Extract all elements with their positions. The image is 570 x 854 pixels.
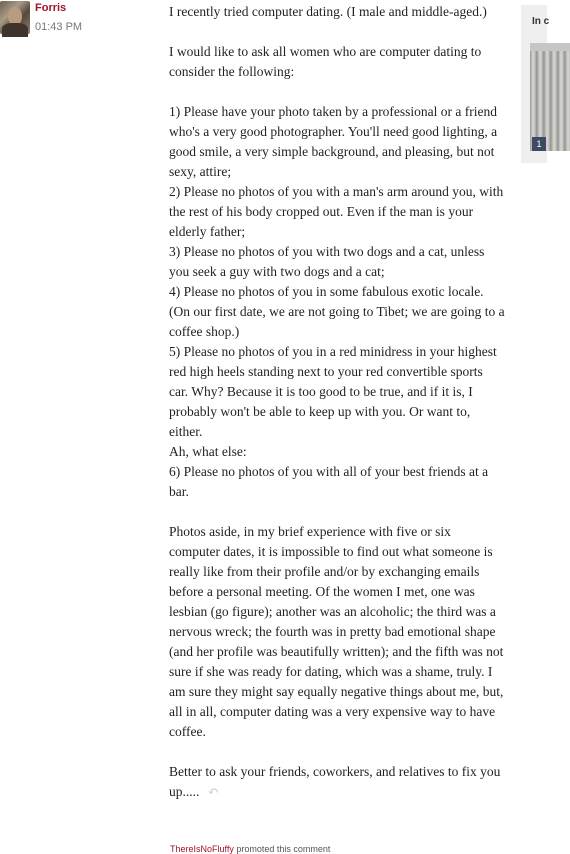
- sidebar-thumbnail-top: [530, 43, 570, 51]
- comment-paragraph-5-text: Better to ask your friends, coworkers, and relatives to fix you up.....: [169, 764, 501, 799]
- comment-paragraph-5: [169, 762, 505, 803]
- promoted-text: promoted this comment: [236, 844, 331, 854]
- sidebar-thumbnail[interactable]: [530, 43, 570, 151]
- comment-author-link[interactable]: Forris: [35, 2, 67, 14]
- comment-body: [169, 2, 505, 803]
- comment-timestamp: 01:43 PM: [35, 21, 83, 33]
- avatar[interactable]: [0, 1, 30, 34]
- comment-paragraph-2: I would like to ask all women who are computer dating to consider the following:: [169, 44, 482, 79]
- promoter-link[interactable]: ThereIsNoFluffy: [170, 844, 234, 854]
- sidebar-heading: In c: [532, 16, 550, 27]
- comment-paragraph-4: Photos aside, in my brief experience with five or six computer dates, it is impossible to find out what someone is really like from their profile and/or by exchanging emails before a personal meeting. Of the women I met, one was lesbian (go figure); another was an alcoholic; the third was a nervous wreck; the fourth was in pretty bad emotional shape (and her profile was beautifully written); and the fifth was not sure if she was ready for dating, which was a shame, truly. I am sure they might say equally negative things about me, but, all in all, computer dating was a very expensive way to have coffee.: [169, 524, 504, 739]
- comment-paragraph-3: 1) Please have your photo taken by a professional or a friend who's a very good photographer. You'll need good lighting, a good smile, a very simple background, and pleasing, but not sexy, attire; 2) Please no photos of you with a man's arm around you, with the rest of his body cropped out. Even if the man is your elderly father; 3) Please no photos of you with two dogs and a cat, unless you seek a guy with two dogs and a cat; 4) Please no photos of you in some fabulous exotic locale. (On our first date, we are not going to Tibet; we are going to a coffee shop.) 5) Please no photos of you in a red minidress in your highest red high heels standing next to your red convertible sports car. Why? Because it is too good to be true, and if it is, I probably won't be able to keep up with you. Or want to, either. Ah, what else: 6) Please no photos of you with all of your best friends at a bar.: [169, 104, 505, 499]
- avatar-shoulders: [2, 23, 28, 37]
- promoted-note: [170, 844, 330, 854]
- comment-paragraph-1: I recently tried computer dating. (I male and middle-aged.): [169, 4, 487, 19]
- sidebar-thumbnail-badge: 1: [532, 137, 546, 151]
- reply-arrow-icon[interactable]: ↶: [207, 785, 220, 800]
- sidebar-module: [521, 5, 550, 163]
